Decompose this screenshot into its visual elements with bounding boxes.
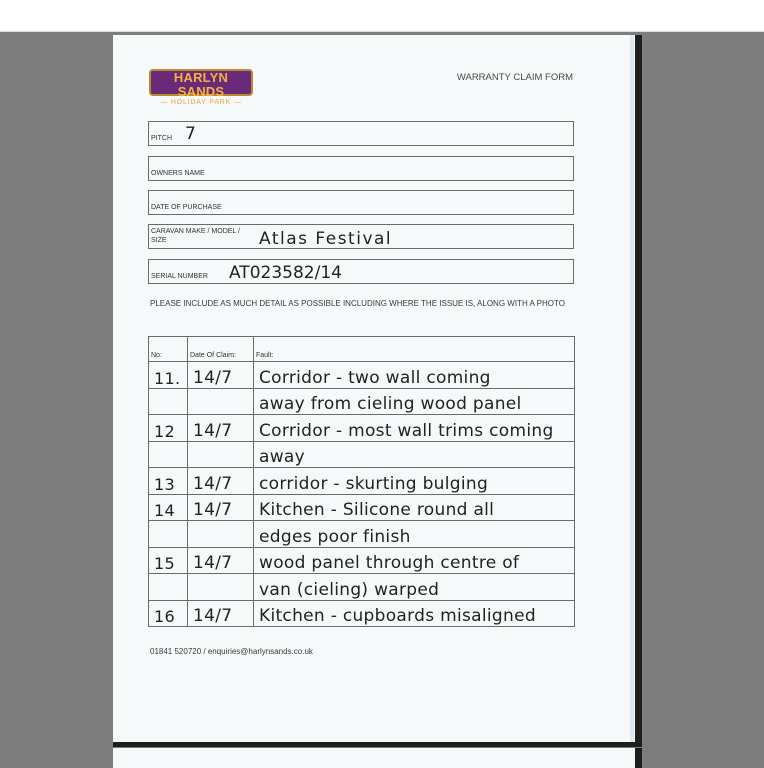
table-row xyxy=(149,441,575,468)
next-page xyxy=(113,748,642,768)
row-date xyxy=(188,441,254,468)
form-title: WARRANTY CLAIM FORM xyxy=(456,72,573,83)
logo-line1: HARLYN SANDS xyxy=(173,70,229,99)
table-row xyxy=(149,362,575,389)
page-edge xyxy=(630,35,634,742)
table-row xyxy=(149,468,575,495)
document-page xyxy=(113,35,642,747)
row-date: 14/7 xyxy=(188,468,254,495)
pitch-label: PITCH xyxy=(151,135,172,142)
row-no: 13 xyxy=(149,468,188,495)
row-no: 11. xyxy=(149,362,188,389)
table-row xyxy=(149,547,575,574)
instructions-text: PLEASE INCLUDE AS MUCH DETAIL AS POSSIBLE INCLUDING WHERE THE ISSUE IS, ALONG WITH A PHOTO xyxy=(150,299,565,308)
table-row xyxy=(149,574,575,601)
header-no: No: xyxy=(149,337,188,362)
table-row xyxy=(149,388,575,415)
contact-footer: 01841 520720 / enquiries@harlynsands.co.uk xyxy=(150,647,313,656)
caravan-make-model-label-line2: SIZE xyxy=(151,236,167,244)
table-row xyxy=(149,521,575,548)
row-fault: Corridor - most wall trims coming xyxy=(254,415,575,442)
caravan-make-model-label xyxy=(151,228,240,245)
pitch-field xyxy=(148,121,574,146)
serial-number-label: SERIAL NUMBER xyxy=(151,273,208,280)
serial-number-field xyxy=(148,259,574,284)
viewer-toolbar xyxy=(0,0,764,32)
claims-table xyxy=(148,336,575,627)
row-no xyxy=(149,388,188,415)
caravan-make-model-field xyxy=(148,224,574,249)
row-no xyxy=(149,574,188,601)
logo-line2: — HOLIDAY PARK — xyxy=(160,99,242,106)
row-date: 14/7 xyxy=(188,362,254,389)
row-no: 15 xyxy=(149,547,188,574)
caravan-make-model-label-line1: CARAVAN MAKE / MODEL / xyxy=(151,228,240,235)
date-of-purchase-field xyxy=(148,190,574,215)
serial-number-value: AT023582/14 xyxy=(229,263,342,283)
row-no: 16 xyxy=(149,600,188,627)
row-fault: van (cieling) warped xyxy=(254,574,575,601)
row-date xyxy=(188,388,254,415)
owners-name-label: OWNERS NAME xyxy=(151,170,205,177)
row-fault: wood panel through centre of xyxy=(254,547,575,574)
row-date: 14/7 xyxy=(188,415,254,442)
table-row xyxy=(149,600,575,627)
row-fault: corridor - skurting bulging xyxy=(254,468,575,495)
table-row xyxy=(149,494,575,521)
row-fault: Kitchen - cupboards misaligned xyxy=(254,600,575,627)
claims-table-header xyxy=(149,337,575,362)
row-fault: away from cieling wood panel xyxy=(254,388,575,415)
pitch-value: 7 xyxy=(185,124,196,144)
table-row xyxy=(149,415,575,442)
row-date xyxy=(188,574,254,601)
row-date: 14/7 xyxy=(188,600,254,627)
row-date: 14/7 xyxy=(188,494,254,521)
date-of-purchase-label: DATE OF PURCHASE xyxy=(151,204,222,211)
header-date: Date Of Claim: xyxy=(188,337,254,362)
row-no: 12 xyxy=(149,415,188,442)
header-fault: Fault: xyxy=(254,337,575,362)
row-fault: edges poor finish xyxy=(254,521,575,548)
row-date: 14/7 xyxy=(188,547,254,574)
row-fault: away xyxy=(254,441,575,468)
row-no xyxy=(149,521,188,548)
caravan-make-model-value: Atlas Festival xyxy=(259,229,393,249)
row-date xyxy=(188,521,254,548)
harlyn-sands-logo xyxy=(149,69,253,106)
row-no xyxy=(149,441,188,468)
owners-name-field xyxy=(148,156,574,181)
row-fault: Kitchen - Silicone round all xyxy=(254,494,575,521)
row-no: 14 xyxy=(149,494,188,521)
row-fault: Corridor - two wall coming xyxy=(254,362,575,389)
